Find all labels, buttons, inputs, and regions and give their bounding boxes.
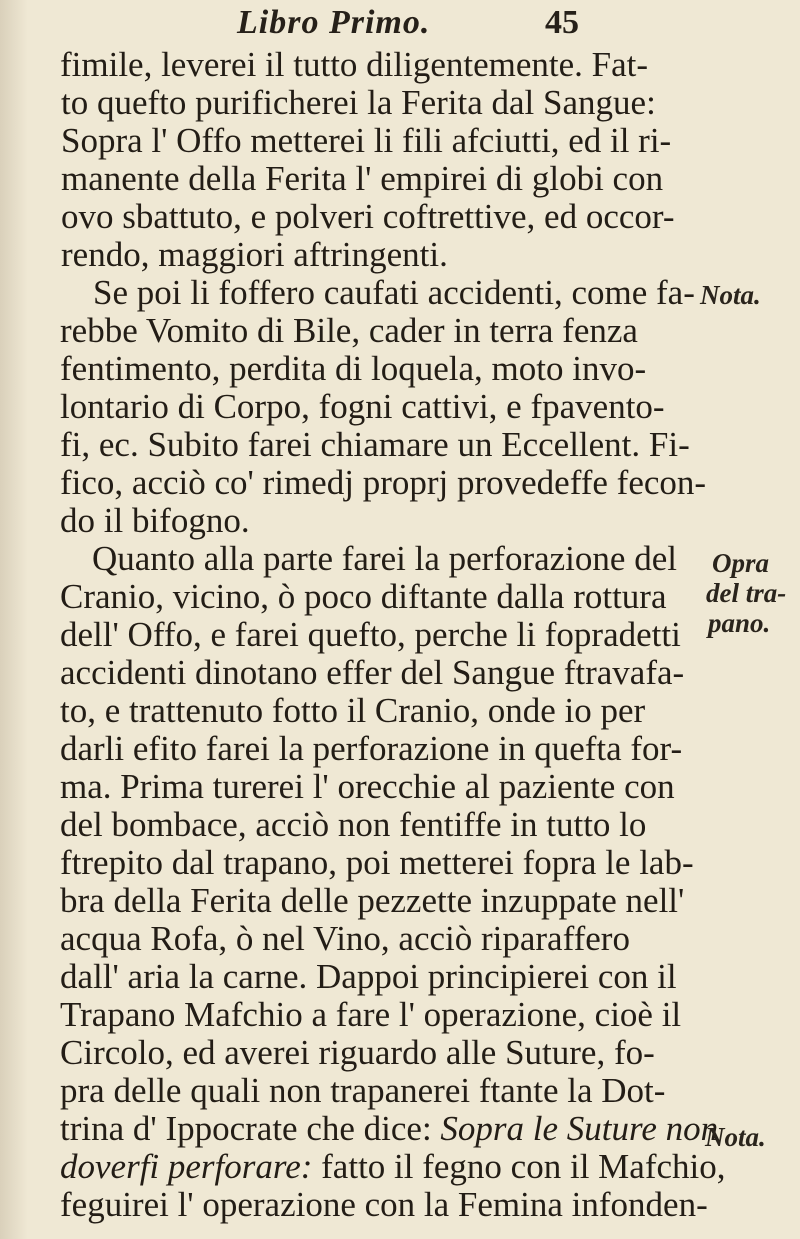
text-line: do il bifogno. <box>60 501 250 540</box>
italic-quote: Sopra le Suture non <box>440 1109 719 1148</box>
text-line: pra delle quali non trapanerei ftante la Dot- <box>60 1071 666 1110</box>
text-line: Se poi li foffero caufati accidenti, come fa- <box>93 273 695 312</box>
text-line: dell' Offo, e farei quefto, perche li fopradetti <box>60 615 681 654</box>
text-line: ftrepito dal trapano, poi metterei fopra le lab- <box>60 843 694 882</box>
text-line: Trapano Mafchio a fare l' operazione, cioè il <box>60 995 682 1034</box>
text-segment: trina d' Ippocrate che dice: <box>60 1109 432 1148</box>
text-line: bra della Ferita delle pezzette inzuppate nell' <box>60 881 685 920</box>
margin-note-del-tra: del tra- <box>706 578 787 608</box>
margin-note-nota-2: Nota. <box>705 1122 766 1152</box>
text-line: feguirei l' operazione con la Femina infonden- <box>60 1185 708 1224</box>
page-number: 45 <box>545 4 579 41</box>
text-line: dall' aria la carne. Dappoi principierei con il <box>60 957 677 996</box>
margin-note-nota: Nota. <box>700 280 761 310</box>
text-line: rendo, maggiori aftringenti. <box>61 235 448 274</box>
text-line: lontario di Corpo, fogni cattivi, e fpavento- <box>60 387 665 426</box>
text-line: ovo sbattuto, e polveri coftrettive, ed occor- <box>61 197 675 236</box>
text-line: rebbe Vomito di Bile, cader in terra fenza <box>60 311 638 350</box>
text-line <box>60 1148 726 1186</box>
text-line: to quefto purificherei la Ferita dal Sangue: <box>61 83 656 122</box>
text-line <box>60 1110 718 1148</box>
text-line: Quanto alla parte farei la perforazione del <box>92 539 677 578</box>
text-line: fi, ec. Subito farei chiamare un Eccellent. Fi- <box>60 425 690 464</box>
running-title: Libro Primo. <box>237 4 431 41</box>
margin-note-pano: pano. <box>708 608 771 638</box>
text-line: manente della Ferita l' empirei di globi con <box>61 159 664 198</box>
text-line: Circolo, ed averei riguardo alle Suture, fo- <box>60 1033 655 1072</box>
text-line: fico, acciò co' rimedj proprj provedeffe fecon- <box>60 463 707 502</box>
text-line: accidenti dinotano effer del Sangue ftravafa- <box>60 653 685 692</box>
text-line: del bombace, acciò non fentiffe in tutto lo <box>60 805 647 844</box>
text-line: darli efito farei la perforazione in quefta for- <box>60 729 683 768</box>
text-line: ma. Prima turerei l' orecchie al paziente con <box>60 767 675 806</box>
text-line: fentimento, perdita di loquela, moto invo- <box>60 349 647 388</box>
text-segment: fatto il fegno con il Mafchio, <box>321 1147 726 1186</box>
margin-note-opra: Opra <box>712 548 770 578</box>
text-line: Sopra l' Offo metterei li fili afciutti, ed il ri- <box>61 121 672 160</box>
text-line: Cranio, vicino, ò poco diftante dalla rottura <box>60 577 667 616</box>
italic-quote: doverfi perforare: <box>60 1147 313 1186</box>
text-line: fimile, leverei il tutto diligentemente. Fat- <box>60 45 649 84</box>
text-line: to, e trattenuto fotto il Cranio, onde io per <box>60 691 646 730</box>
text-line: acqua Rofa, ò nel Vino, acciò riparaffero <box>60 919 630 958</box>
